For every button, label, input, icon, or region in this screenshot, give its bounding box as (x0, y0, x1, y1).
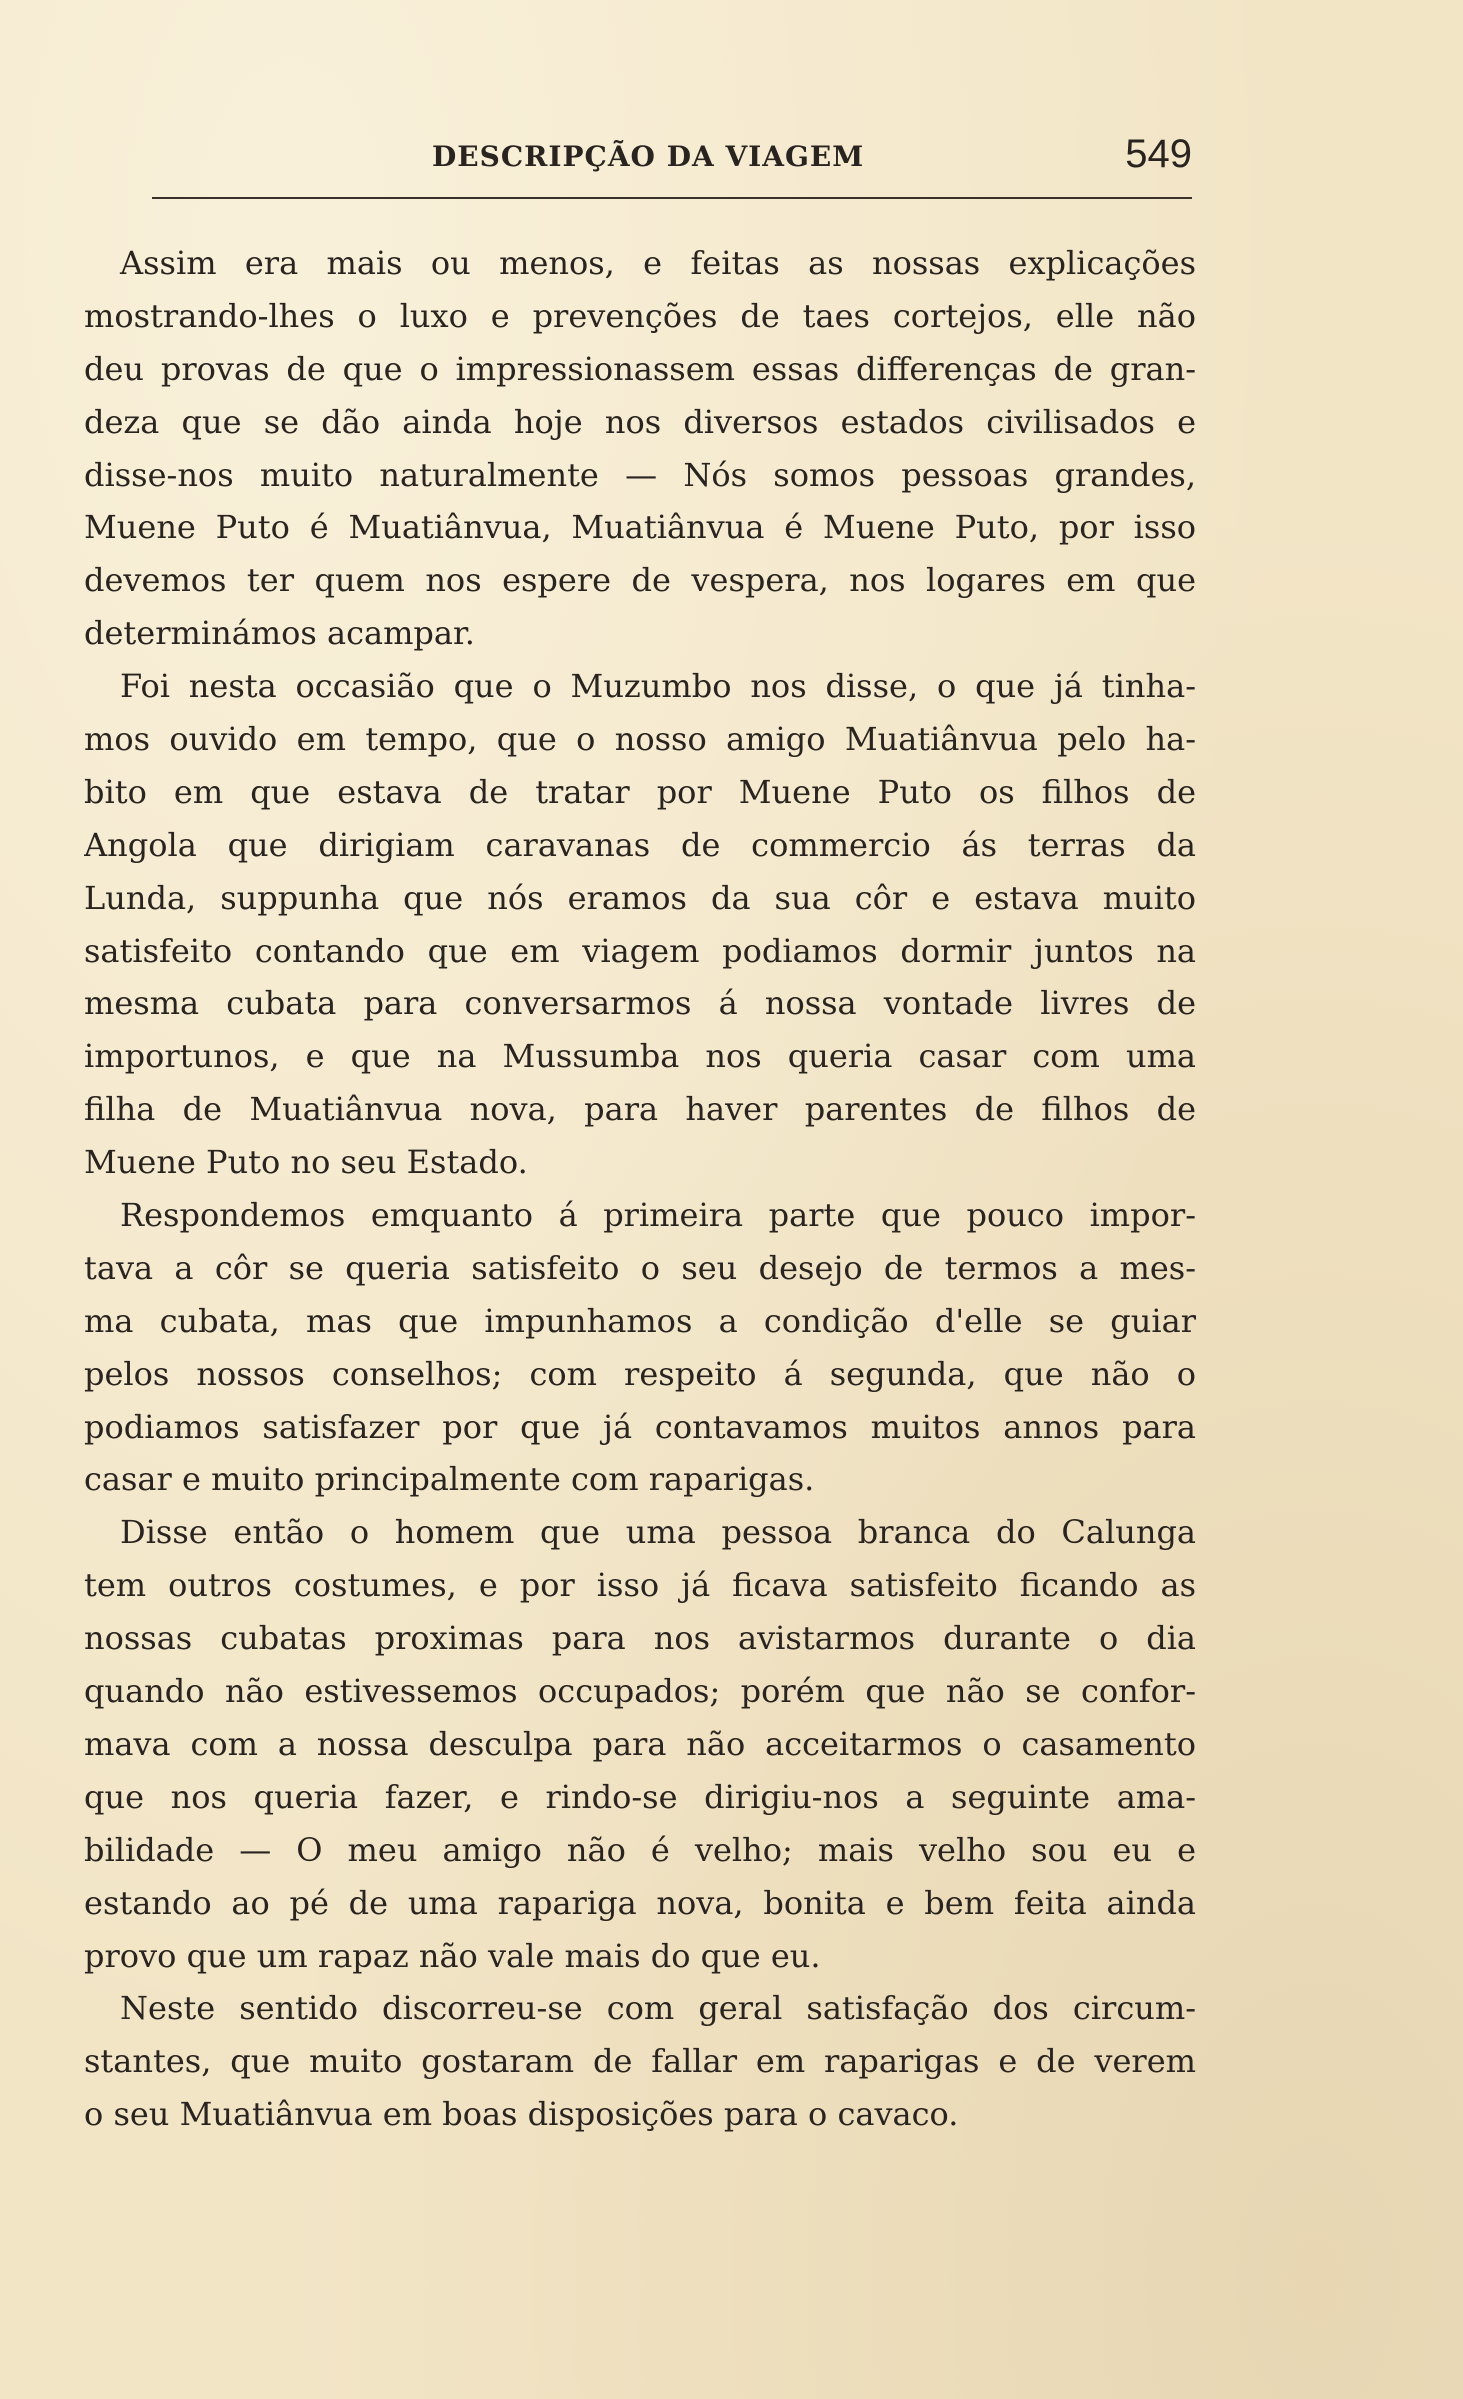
running-title: DESCRIPÇÃO DA VIAGEM (432, 140, 865, 173)
text-line: Assim era mais ou menos, e feitas as nossas explicações (120, 244, 1196, 282)
text-line: mostrando-lhes o luxo e prevenções de taes cortejos, elle não (84, 296, 1196, 335)
page-number: 549 (1125, 132, 1192, 176)
text-line: importunos, e que na Mussumba nos queria casar com uma (84, 1037, 1196, 1076)
text-line: Lunda, suppunha que nós eramos da sua côr e estava muito (84, 878, 1196, 917)
text-line: mava com a nossa desculpa para não acceitarmos o casamento (84, 1724, 1196, 1763)
text-line: bilidade — O meu amigo não é velho; mais velho sou eu e (84, 1830, 1196, 1869)
text-line: filha de Muatiânvua nova, para haver parentes de filhos de (84, 1090, 1196, 1129)
text-line: satisfeito contando que em viagem podiamos dormir juntos na (84, 931, 1196, 970)
text-line: stantes, que muito gostaram de fallar em raparigas e de verem (84, 2042, 1196, 2081)
text-line: disse-nos muito naturalmente — Nós somos pessoas grandes, (84, 455, 1196, 494)
text-line: mesma cubata para conversarmos á nossa vontade livres de (84, 984, 1196, 1023)
text-line: deu provas de que o impressionassem essas differenças de gran- (84, 349, 1196, 388)
text-line: tava a côr se queria satisfeito o seu desejo de termos a mes- (84, 1248, 1196, 1287)
text-line: deza que se dão ainda hoje nos diversos estados civilisados e (84, 402, 1196, 441)
header-rule (152, 197, 1192, 199)
text-line: Respondemos emquanto á primeira parte que pouco impor- (120, 1196, 1196, 1235)
body-text (84, 237, 1196, 2141)
text-line: Foi nesta occasião que o Muzumbo nos disse, o que já tinha- (120, 667, 1196, 706)
text-line: Disse então o homem que uma pessoa branca do Calunga (120, 1513, 1196, 1552)
text-line: pelos nossos conselhos; com respeito á segunda, que não o (84, 1354, 1196, 1393)
text-line: estando ao pé de uma rapariga nova, bonita e bem feita ainda (84, 1883, 1196, 1922)
text-line: Muene Puto no seu Estado. (84, 1143, 528, 1182)
text-line: nossas cubatas proximas para nos avistarmos durante o dia (84, 1619, 1196, 1658)
text-line: provo que um rapaz não vale mais do que eu. (84, 1936, 821, 1975)
text-line: quando não estivessemos occupados; porém que não se confor- (84, 1672, 1196, 1711)
text-line: Muene Puto é Muatiânvua, Muatiânvua é Muene Puto, por isso (84, 508, 1196, 547)
text-line: Neste sentido discorreu-se com geral satisfação dos circum- (120, 1989, 1196, 2028)
text-line: determinámos acampar. (84, 614, 475, 653)
text-line: o seu Muatiânvua em boas disposições para o cavaco. (84, 2095, 959, 2134)
text-line: bito em que estava de tratar por Muene Puto os filhos de (84, 772, 1196, 811)
page-header (152, 132, 1192, 192)
text-line: devemos ter quem nos espere de vespera, nos logares em que (84, 561, 1196, 600)
text-line: ma cubata, mas que impunhamos a condição d'elle se guiar (84, 1301, 1196, 1340)
text-line: tem outros costumes, e por isso já ficava satisfeito ficando as (84, 1566, 1196, 1605)
text-line: podiamos satisfazer por que já contavamos muitos annos para (84, 1407, 1196, 1446)
text-line: mos ouvido em tempo, que o nosso amigo Muatiânvua pelo ha- (84, 720, 1196, 759)
text-line: Angola que dirigiam caravanas de commercio ás terras da (84, 825, 1196, 864)
text-line: casar e muito principalmente com raparigas. (84, 1460, 815, 1499)
text-line: que nos queria fazer, e rindo-se dirigiu-nos a seguinte ama- (84, 1777, 1196, 1816)
